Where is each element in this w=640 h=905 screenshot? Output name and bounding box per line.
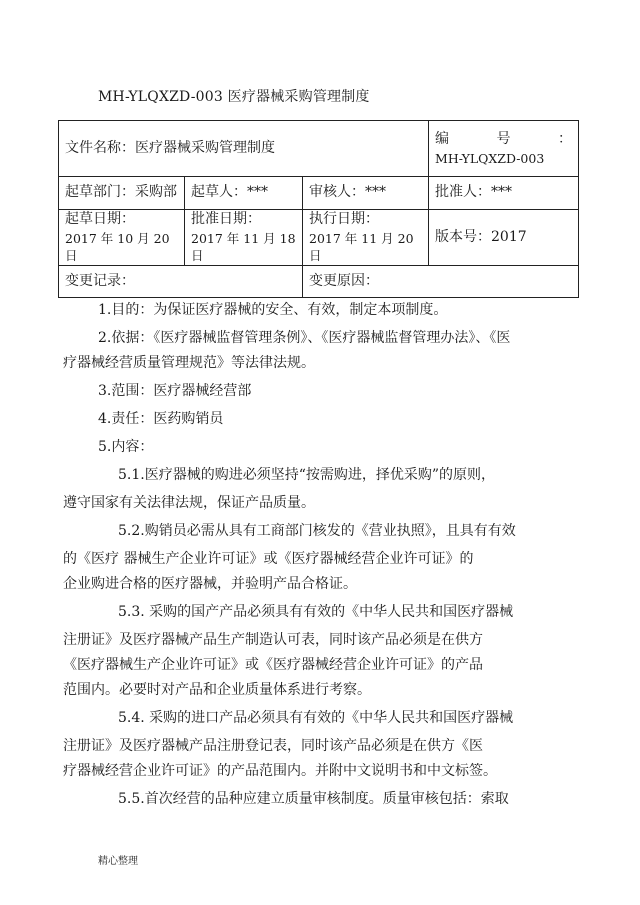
clause-5-1-line1: 5.1.医疗器械的购进必须坚持“按需购进，择优采购”的原则， — [118, 467, 496, 483]
draft-date-label: 起草日期： — [65, 211, 135, 228]
approve-date-cell — [185, 210, 303, 266]
file-name-cell — [59, 121, 429, 177]
exec-date: 2017 年 11 月 20 日 — [309, 230, 414, 264]
footer-note: 精心整理 — [98, 856, 138, 867]
number-label-mid: 号 — [496, 130, 511, 147]
exec-date-label: 执行日期： — [309, 211, 379, 228]
number-value: MH-YLQXZD-003 — [435, 150, 545, 166]
header-row-people — [59, 177, 579, 210]
number-label-left: 编 — [435, 130, 450, 147]
clause-5-2-line2: 的《医疗 器械生产企业许可证》或《医疗器械经营企业许可证》的 — [63, 551, 474, 567]
clause-5-3-line3: 《医疗器械生产企业许可证》或《医疗器械经营企业许可证》的产品 — [63, 657, 483, 673]
section-basis-line1: 2.依据：《医疗器械监督管理条例》、《医疗器械监督管理办法》、《医 — [98, 330, 511, 346]
section-basis-line2: 疗器械经营质量管理规范》等法律法规。 — [63, 355, 315, 371]
clause-5-4-line2: 注册证》及医疗器械产品注册登记表，同时该产品必须是在供方《医 — [63, 738, 483, 754]
document-body — [63, 298, 548, 815]
clause-5-3-line2: 注册证》及医疗器械产品生产制造认可表，同时该产品必须是在供方 — [63, 632, 483, 648]
clause-5-4-line3: 疗器械经营企业许可证》的产品范围内。并附中文说明书和中文标签。 — [63, 763, 497, 779]
file-name: 文件名称：医疗器械采购管理制度 — [65, 139, 275, 156]
reviewer: 审核人：*** — [303, 177, 429, 210]
header-row-file — [59, 121, 579, 177]
approve-date-label: 批准日期： — [191, 211, 261, 228]
section-purpose: 1.目的：为保证医疗器械的安全、有效，制定本项制度。 — [98, 302, 448, 318]
draft-date: 2017 年 10 月 20 日 — [65, 230, 170, 264]
draft-date-cell — [59, 210, 185, 266]
section-responsibility: 4.责任：医药购销员 — [98, 411, 224, 427]
header-row-changes — [59, 266, 579, 298]
drafter: 起草人：*** — [185, 177, 303, 210]
number-label — [435, 130, 572, 150]
approver: 批准人：*** — [429, 177, 579, 210]
change-record: 变更记录： — [59, 266, 303, 298]
number-cell — [429, 121, 579, 177]
clause-5-5-line1: 5.5.首次经营的品种应建立质量审核制度。质量审核包括：索取 — [118, 791, 509, 807]
exec-date-cell — [303, 210, 429, 266]
clause-5-2-line1: 5.2.购销员必需从具有工商部门核发的《营业执照》，且具有有效 — [118, 523, 516, 539]
draft-dept: 起草部门：采购部 — [59, 177, 185, 210]
clause-5-3-line1: 5.3. 采购的国产产品必须具有有效的《中华人民共和国医疗器械 — [118, 604, 514, 620]
clause-5-1-line2: 遵守国家有关法律法规，保证产品质量。 — [63, 495, 315, 511]
approve-date: 2017 年 11 月 18 日 — [191, 230, 296, 264]
section-scope: 3.范围：医疗器械经营部 — [98, 383, 252, 399]
number-label-colon: ： — [558, 130, 573, 147]
section-content: 5.内容： — [98, 439, 154, 455]
change-reason: 变更原因： — [303, 266, 579, 298]
clause-5-3-line4: 范围内。必要时对产品和企业质量体系进行考察。 — [63, 682, 371, 698]
version: 版本号：2017 — [429, 210, 579, 266]
header-row-dates — [59, 210, 579, 266]
clause-5-4-line1: 5.4. 采购的进口产品必须具有有效的《中华人民共和国医疗器械 — [118, 710, 514, 726]
clause-5-2-line3: 企业购进合格的医疗器械，并验明产品合格证。 — [63, 576, 357, 592]
document-header-table — [58, 120, 579, 298]
document-code-title: MH-YLQXZD-003 医疗器械采购管理制度 — [98, 89, 370, 105]
